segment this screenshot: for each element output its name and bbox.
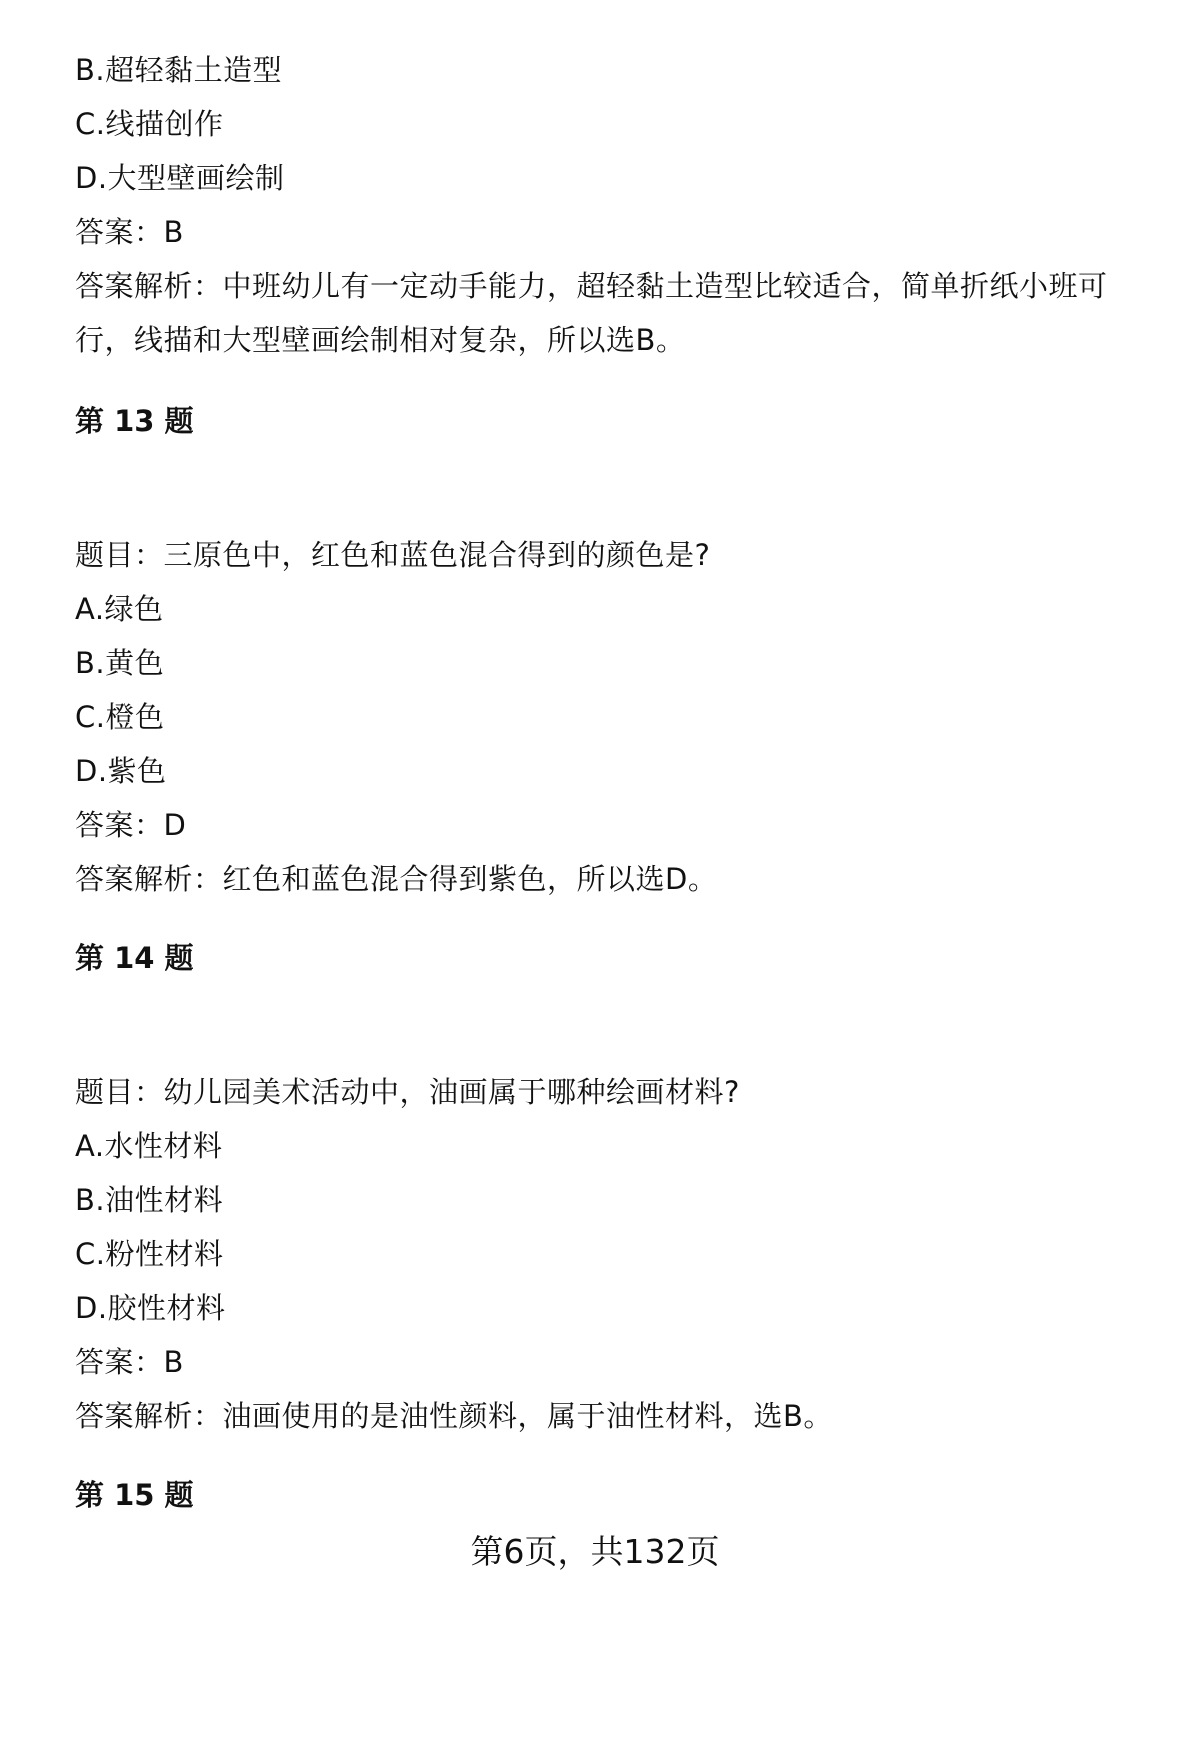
question-heading: 第 14 题 — [75, 941, 194, 975]
explanation-line-2: 行，线描和大型壁画绘制相对复杂，所以选B。 — [75, 323, 686, 357]
option-b: B.黄色 — [75, 646, 165, 680]
option-a: A.绿色 — [75, 592, 164, 626]
answer: 答案：D — [75, 808, 187, 842]
option-b: B.超轻黏土造型 — [75, 53, 283, 87]
option-a: A.水性材料 — [75, 1129, 223, 1163]
option-b: B.油性材料 — [75, 1183, 224, 1217]
question-text: 题目：幼儿园美术活动中，油画属于哪种绘画材料? — [75, 1075, 740, 1109]
option-c: C.粉性材料 — [75, 1237, 224, 1271]
question-heading: 第 13 题 — [75, 404, 194, 438]
option-d: D.胶性材料 — [75, 1291, 226, 1325]
answer: 答案：B — [75, 1345, 184, 1379]
explanation-line-1: 答案解析：中班幼儿有一定动手能力，超轻黏土造型比较适合，简单折纸小班可 — [75, 269, 1108, 303]
explanation: 答案解析：红色和蓝色混合得到紫色，所以选D。 — [75, 862, 718, 896]
answer: 答案：B — [75, 215, 184, 249]
option-c: C.橙色 — [75, 700, 165, 734]
explanation: 答案解析：油画使用的是油性颜料，属于油性材料，选B。 — [75, 1399, 833, 1433]
page-indicator: 第6页，共132页 — [470, 1532, 720, 1571]
option-d: D.紫色 — [75, 754, 167, 788]
question-text: 题目：三原色中，红色和蓝色混合得到的颜色是? — [75, 538, 711, 572]
question-heading: 第 15 题 — [75, 1478, 194, 1512]
option-c: C.线描创作 — [75, 107, 224, 141]
option-d: D.大型壁画绘制 — [75, 161, 285, 195]
